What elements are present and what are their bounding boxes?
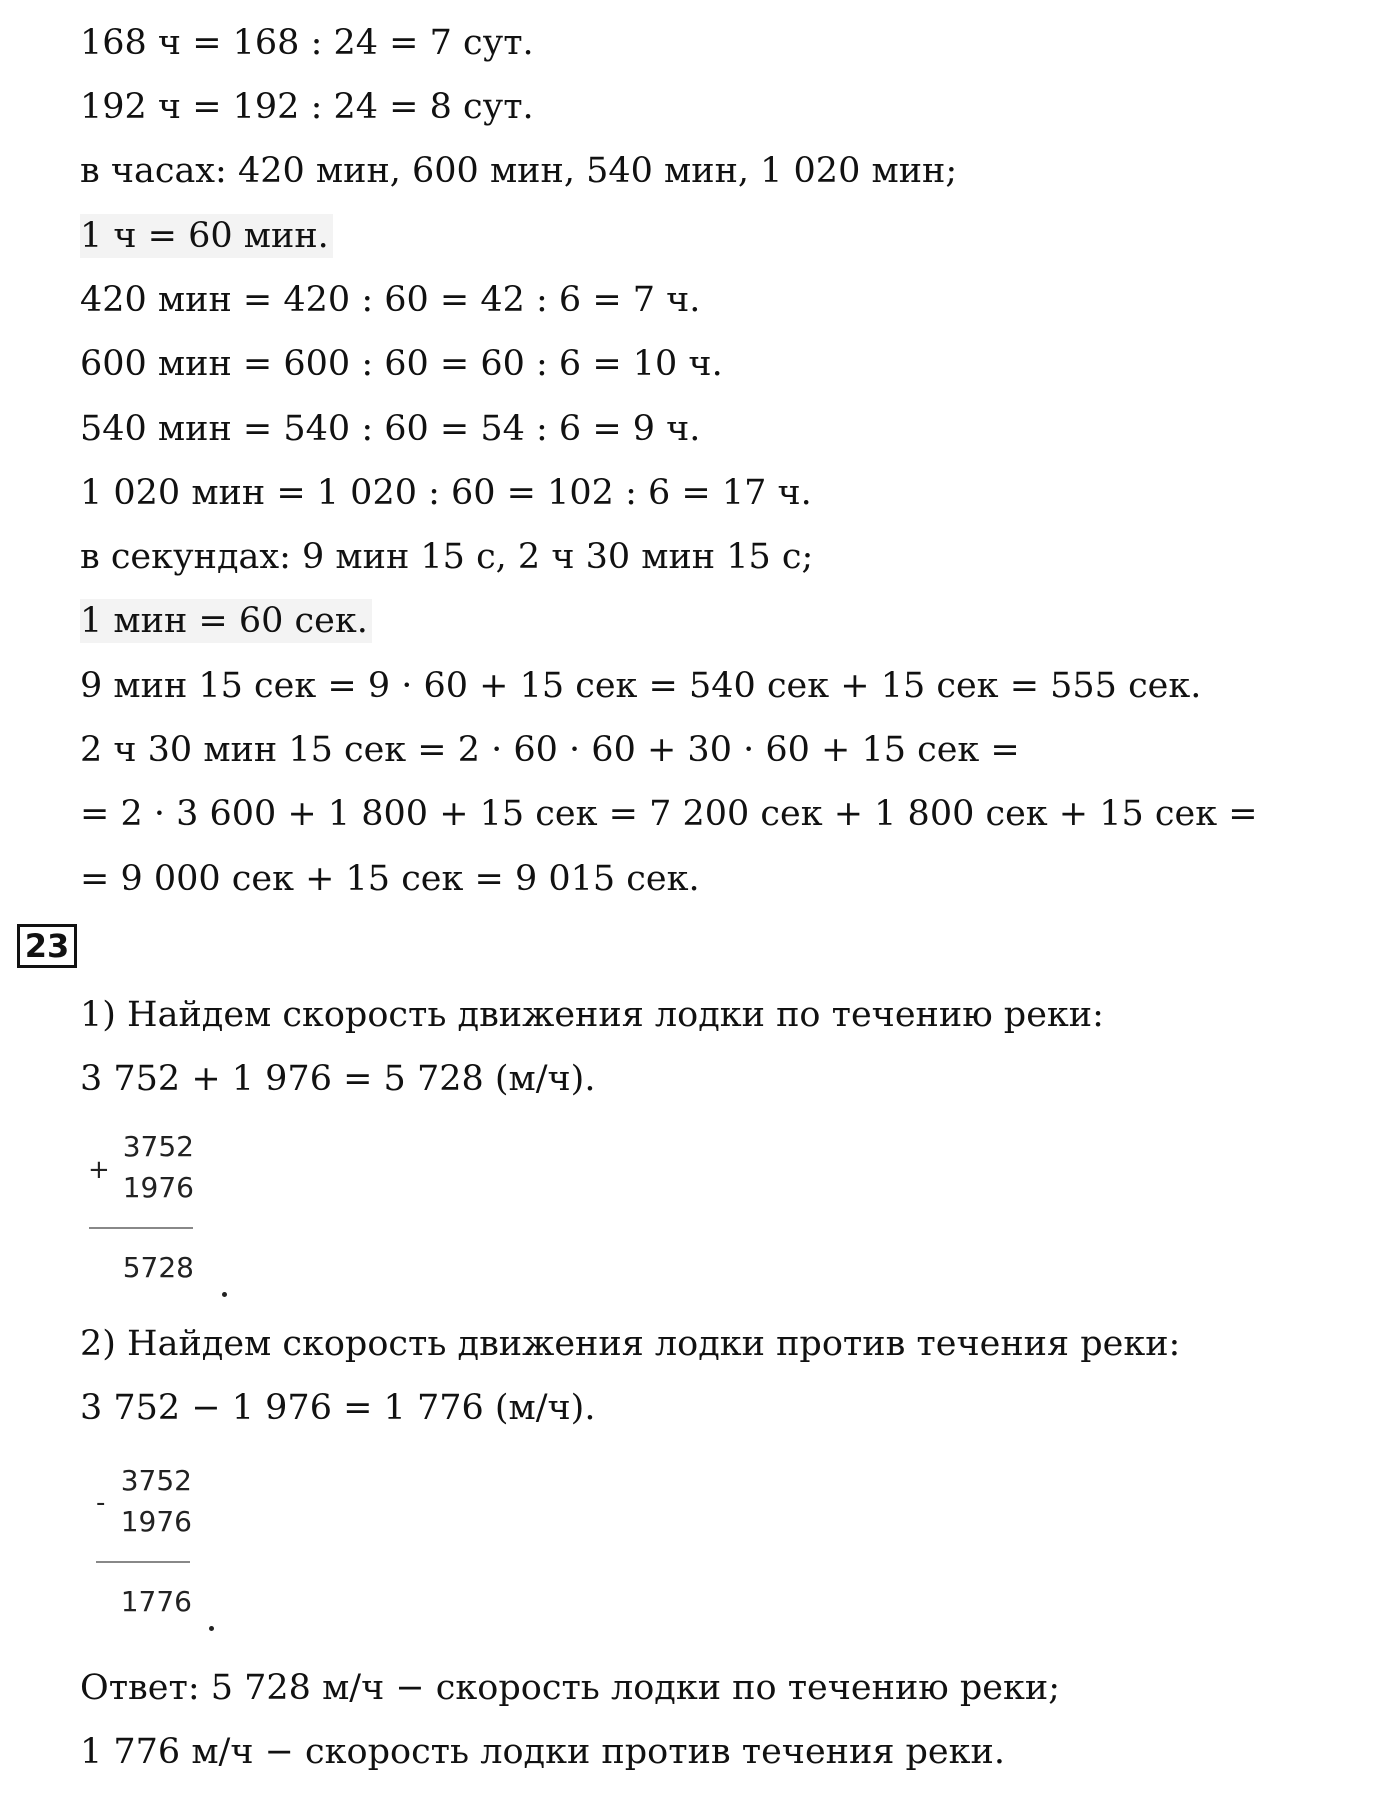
text-line: 168 ч = 168 : 24 = 7 сут. bbox=[80, 23, 534, 63]
step-2-title: 2) Найдем скорость движения лодки против течения реки: bbox=[80, 1324, 1181, 1364]
text-line: в секундах: 9 мин 15 с, 2 ч 30 мин 15 с; bbox=[80, 537, 814, 577]
addend-bottom: 1976 bbox=[122, 1171, 194, 1204]
text-line: = 9 000 сек + 15 сек = 9 015 сек. bbox=[80, 859, 700, 899]
period-dot bbox=[222, 1292, 227, 1297]
problem-number-box: 23 bbox=[17, 924, 77, 968]
text-line: 600 мин = 600 : 60 = 60 : 6 = 10 ч. bbox=[80, 344, 723, 384]
text-line: = 2 · 3 600 + 1 800 + 15 сек = 7 200 сек + 1 800 сек + 15 сек = bbox=[80, 794, 1258, 834]
addend-top: 3752 bbox=[122, 1130, 194, 1163]
sum-rule bbox=[89, 1227, 193, 1229]
text-line: 192 ч = 192 : 24 = 8 сут. bbox=[80, 87, 534, 127]
text-line: в часах: 420 мин, 600 мин, 540 мин, 1 020 мин; bbox=[80, 151, 958, 191]
step-1-expression: 3 752 + 1 976 = 5 728 (м/ч). bbox=[80, 1059, 596, 1099]
subtrahend: 1976 bbox=[120, 1505, 192, 1538]
period-dot bbox=[209, 1626, 214, 1631]
step-1-title: 1) Найдем скорость движения лодки по течению реки: bbox=[80, 995, 1104, 1035]
sum-result: 5728 bbox=[122, 1251, 194, 1284]
answer-line-2: 1 776 м/ч − скорость лодки против течения реки. bbox=[80, 1732, 1005, 1772]
plus-sign: + bbox=[88, 1155, 110, 1185]
text-line: 9 мин 15 сек = 9 · 60 + 15 сек = 540 сек + 15 сек = 555 сек. bbox=[80, 666, 1202, 706]
difference-rule bbox=[96, 1561, 190, 1563]
step-2-expression: 3 752 − 1 976 = 1 776 (м/ч). bbox=[80, 1388, 596, 1428]
highlighted-formula: 1 ч = 60 мин. bbox=[80, 214, 333, 258]
minus-sign: - bbox=[96, 1488, 106, 1518]
minuend: 3752 bbox=[120, 1464, 192, 1497]
text-line: 2 ч 30 мин 15 сек = 2 · 60 · 60 + 30 · 60 + 15 сек = bbox=[80, 730, 1020, 770]
text-line: 420 мин = 420 : 60 = 42 : 6 = 7 ч. bbox=[80, 280, 701, 320]
highlighted-formula: 1 мин = 60 сек. bbox=[80, 599, 372, 643]
text-line: 540 мин = 540 : 60 = 54 : 6 = 9 ч. bbox=[80, 409, 701, 449]
answer-line-1: Ответ: 5 728 м/ч − скорость лодки по течению реки; bbox=[80, 1668, 1060, 1708]
difference-result: 1776 bbox=[120, 1585, 192, 1618]
text-line: 1 020 мин = 1 020 : 60 = 102 : 6 = 17 ч. bbox=[80, 473, 812, 513]
